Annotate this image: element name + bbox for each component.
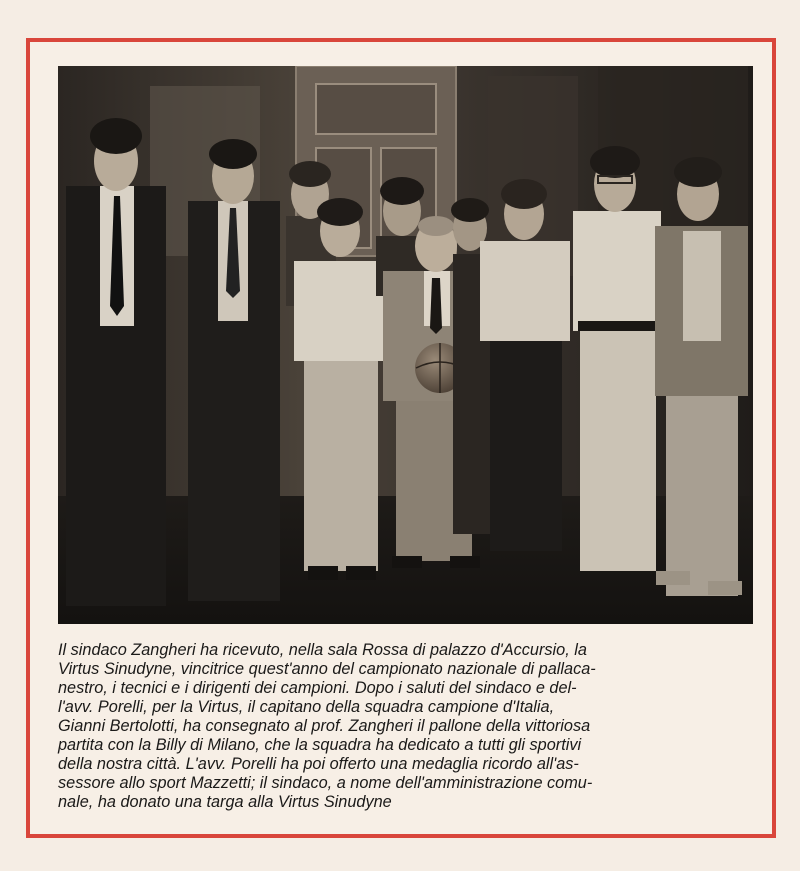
caption-line: Gianni Bertolotti, ha consegnato al prof. Zangheri il pallone della vittoriosa: [58, 717, 591, 735]
caption-line: l'avv. Porelli, per la Virtus, il capitano della squadra campione d'Italia,: [58, 698, 555, 716]
caption-line: sessore allo sport Mazzetti; il sindaco, a nome dell'amministrazione comu-: [58, 774, 593, 792]
caption-line: Virtus Sinudyne, vincitrice quest'anno del campionato nazionale di pallaca-: [58, 660, 596, 678]
person-1: [66, 118, 166, 606]
caption-line: Il sindaco Zangheri ha ricevuto, nella sala Rossa di palazzo d'Accursio, la: [58, 641, 587, 659]
red-bordered-frame: [26, 38, 776, 838]
caption-line: nale, ha donato una targa alla Virtus Sinudyne: [58, 793, 392, 811]
photo-caption: [58, 641, 758, 812]
caption-line: della nostra città. L'avv. Porelli ha poi offerto una medaglia ricordo all'as-: [58, 755, 579, 773]
caption-line: nestro, i tecnici e i dirigenti dei campioni. Dopo i saluti del sindaco e del-: [58, 679, 577, 697]
caption-line: partita con la Billy di Milano, che la squadra ha dedicato a tutti gli sportivi: [58, 736, 582, 754]
team-group-photo: [58, 66, 753, 624]
